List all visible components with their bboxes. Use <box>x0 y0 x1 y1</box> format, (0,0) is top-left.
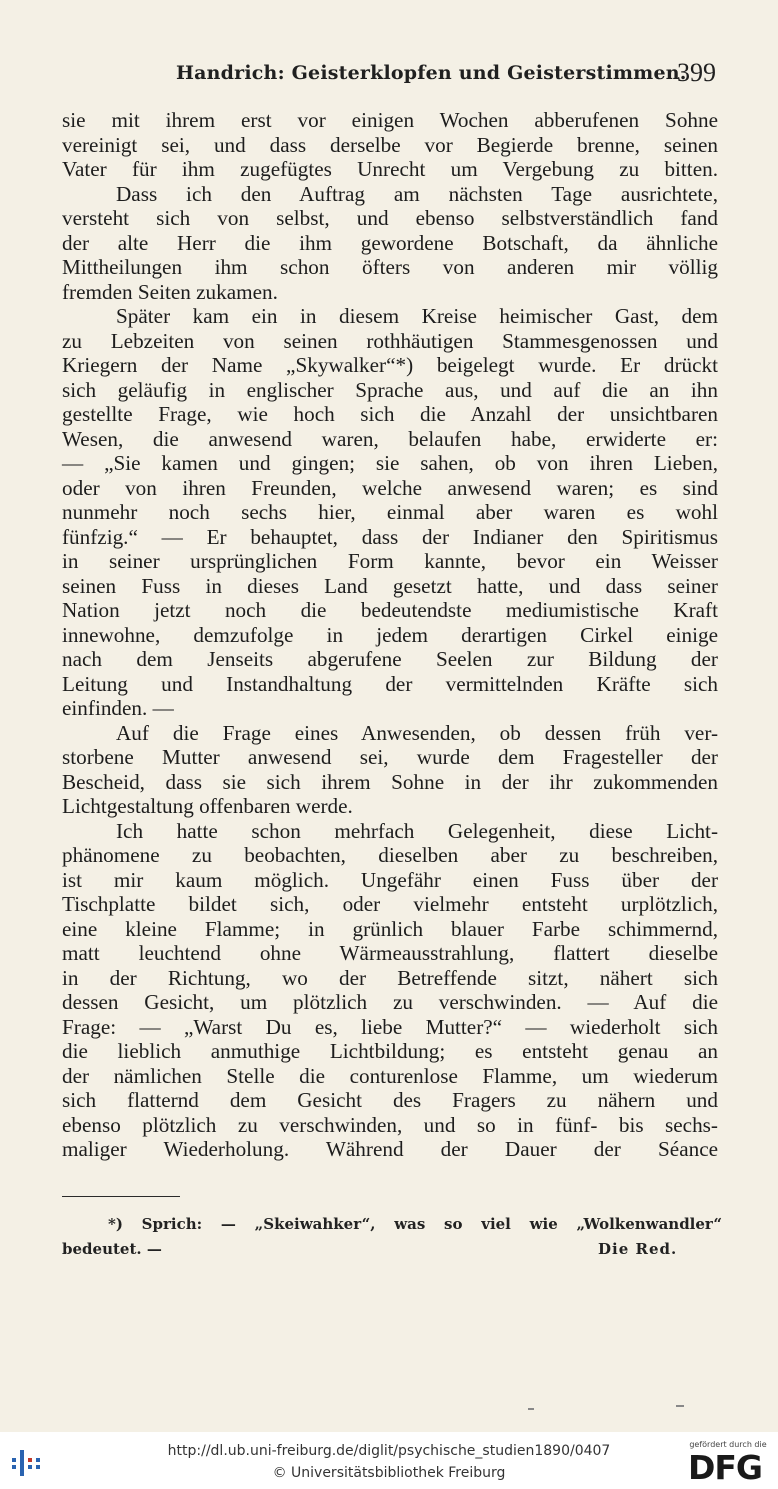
text-line: maliger Wiederholung. Während der Dauer der Séance <box>62 1137 718 1161</box>
text-line: versteht sich von selbst, und ebenso selbstverständlich fand <box>62 206 718 230</box>
text-line: Bescheid, dass sie sich ihrem Sohne in der ihr zukommenden <box>62 769 718 794</box>
scan-speck <box>676 1405 684 1407</box>
text-line: Frage: — „Warst Du es, liebe Mutter?“ — wiederholt sich <box>62 1014 718 1039</box>
text-line: einfinden. — <box>62 696 174 720</box>
scan-specks <box>0 1395 778 1415</box>
text-line: Kriegern der Name „Skywalker“*) beigelegt wurde. Er drückt <box>62 353 718 377</box>
text-line: sich flatternd dem Gesicht des Fragers zu nähern und <box>62 1088 718 1112</box>
text-line: seinen Fuss in dieses Land gesetzt hatte, und dass seiner <box>62 573 718 598</box>
viewer-footer <box>0 1432 778 1489</box>
text-line: matt leuchtend ohne Wärmeausstrahlung, flattert dieselbe <box>62 941 718 965</box>
text-line: Lichtgestaltung offenbaren werde. <box>62 794 353 818</box>
text-line: phänomene zu beobachten, dieselben aber zu beschreiben, <box>62 843 718 867</box>
page-header <box>62 58 722 92</box>
text-line: gestellte Frage, wie hoch sich die Anzahl der unsichtbaren <box>62 402 718 426</box>
text-line: zu Lebzeiten von seinen rothhäutigen Stammesgenossen und <box>62 328 718 353</box>
text-line: fünfzig.“ — Er behauptet, dass der Indianer den Spiritismus <box>62 524 718 549</box>
text-line: fremden Seiten zukamen. <box>62 279 278 304</box>
text-line: Nation jetzt noch die bedeutendste mediumistische Kraft <box>62 598 718 622</box>
text-line: Mittheilungen ihm schon öfters von anderen mir völlig <box>62 255 718 279</box>
text-line: Leitung und Instandhaltung der vermittelnden Kräfte sich <box>62 671 718 696</box>
footnote-line: *) Sprich: — „Skeiwahker“, was so viel wie „Wolkenwandler“ <box>108 1215 722 1233</box>
scan-speck <box>528 1408 534 1410</box>
text-line: nach dem Jenseits abgerufene Seelen zur Bildung der <box>62 647 718 671</box>
footnote-rule <box>62 1196 180 1197</box>
text-line: Tischplatte bildet sich, oder vielmehr entsteht urplötzlich, <box>62 892 718 916</box>
text-line: oder von ihren Freunden, welche anwesend waren; es sind <box>62 475 718 500</box>
text-line: dessen Gesicht, um plötzlich zu verschwinden. — Auf die <box>62 990 718 1014</box>
funding-caption: gefördert durch die <box>689 1440 767 1449</box>
text-line: in der Richtung, wo der Betreffende sitzt, nähert sich <box>62 965 718 990</box>
text-line: der alte Herr die ihm gewordene Botschaft, da ähnliche <box>62 230 718 255</box>
body-text <box>62 108 718 1162</box>
text-line: — „Sie kamen und gingen; sie sahen, ob von ihren Lieben, <box>62 451 718 475</box>
text-line: sie mit ihrem erst vor einigen Wochen abberufenen Sohne <box>62 108 718 132</box>
text-line: Dass ich den Auftrag am nächsten Tage ausrichtete, <box>116 181 718 206</box>
text-line: sich geläufig in englischer Sprache aus, und auf die an ihn <box>62 377 718 402</box>
page-number: 399 <box>677 58 716 87</box>
text-line: in seiner ursprünglichen Form kannte, bevor ein Weisser <box>62 549 718 573</box>
footnote-text: bedeutet. — <box>62 1240 162 1258</box>
text-line: Auf die Frage eines Anwesenden, ob dessen früh ver- <box>116 720 718 745</box>
text-line: vereinigt sei, und dass derselbe vor Begierde brenne, seinen <box>62 132 718 157</box>
text-line: ebenso plötzlich zu verschwinden, und so in fünf- bis sechs- <box>62 1112 718 1137</box>
text-line: nunmehr noch sechs hier, einmal aber waren es wohl <box>62 500 718 524</box>
text-line: storbene Mutter anwesend sei, wurde dem Fragesteller der <box>62 745 718 769</box>
text-line: Vater für ihm zugefügtes Unrecht um Vergebung zu bitten. <box>62 157 718 181</box>
footnote-line-2 <box>62 1237 722 1262</box>
text-line: der nämlichen Stelle die conturenlose Flamme, um wiederum <box>62 1063 718 1088</box>
text-line: innewohne, demzufolge in jedem derartigen Cirkel einige <box>62 622 718 647</box>
text-line: eine kleine Flamme; in grünlich blauer Farbe schimmernd, <box>62 916 718 941</box>
dfg-funding-badge <box>686 1440 770 1486</box>
copyright-notice: © Universitätsbibliothek Freiburg <box>272 1465 506 1481</box>
running-head: Handrich: Geisterklopfen und Geisterstimmen. <box>176 62 687 84</box>
text-line: ist mir kaum möglich. Ungefähr einen Fuss über der <box>62 867 718 892</box>
text-line: die lieblich anmuthige Lichtbildung; es entsteht genau an <box>62 1039 718 1063</box>
footnote <box>62 1212 722 1262</box>
text-line: Später kam ein in diesem Kreise heimischer Gast, dem <box>116 304 718 328</box>
dfg-logo: DFG <box>688 1448 763 1487</box>
editorial-signature: Die Red. <box>598 1240 678 1258</box>
text-line: Ich hatte schon mehrfach Gelegenheit, diese Licht- <box>116 818 718 843</box>
text-line: Wesen, die anwesend waren, belaufen habe, erwiderte er: <box>62 426 718 451</box>
permalink-url[interactable]: http://dl.ub.uni-freiburg.de/diglit/psychische_studien1890/0407 <box>167 1443 611 1459</box>
